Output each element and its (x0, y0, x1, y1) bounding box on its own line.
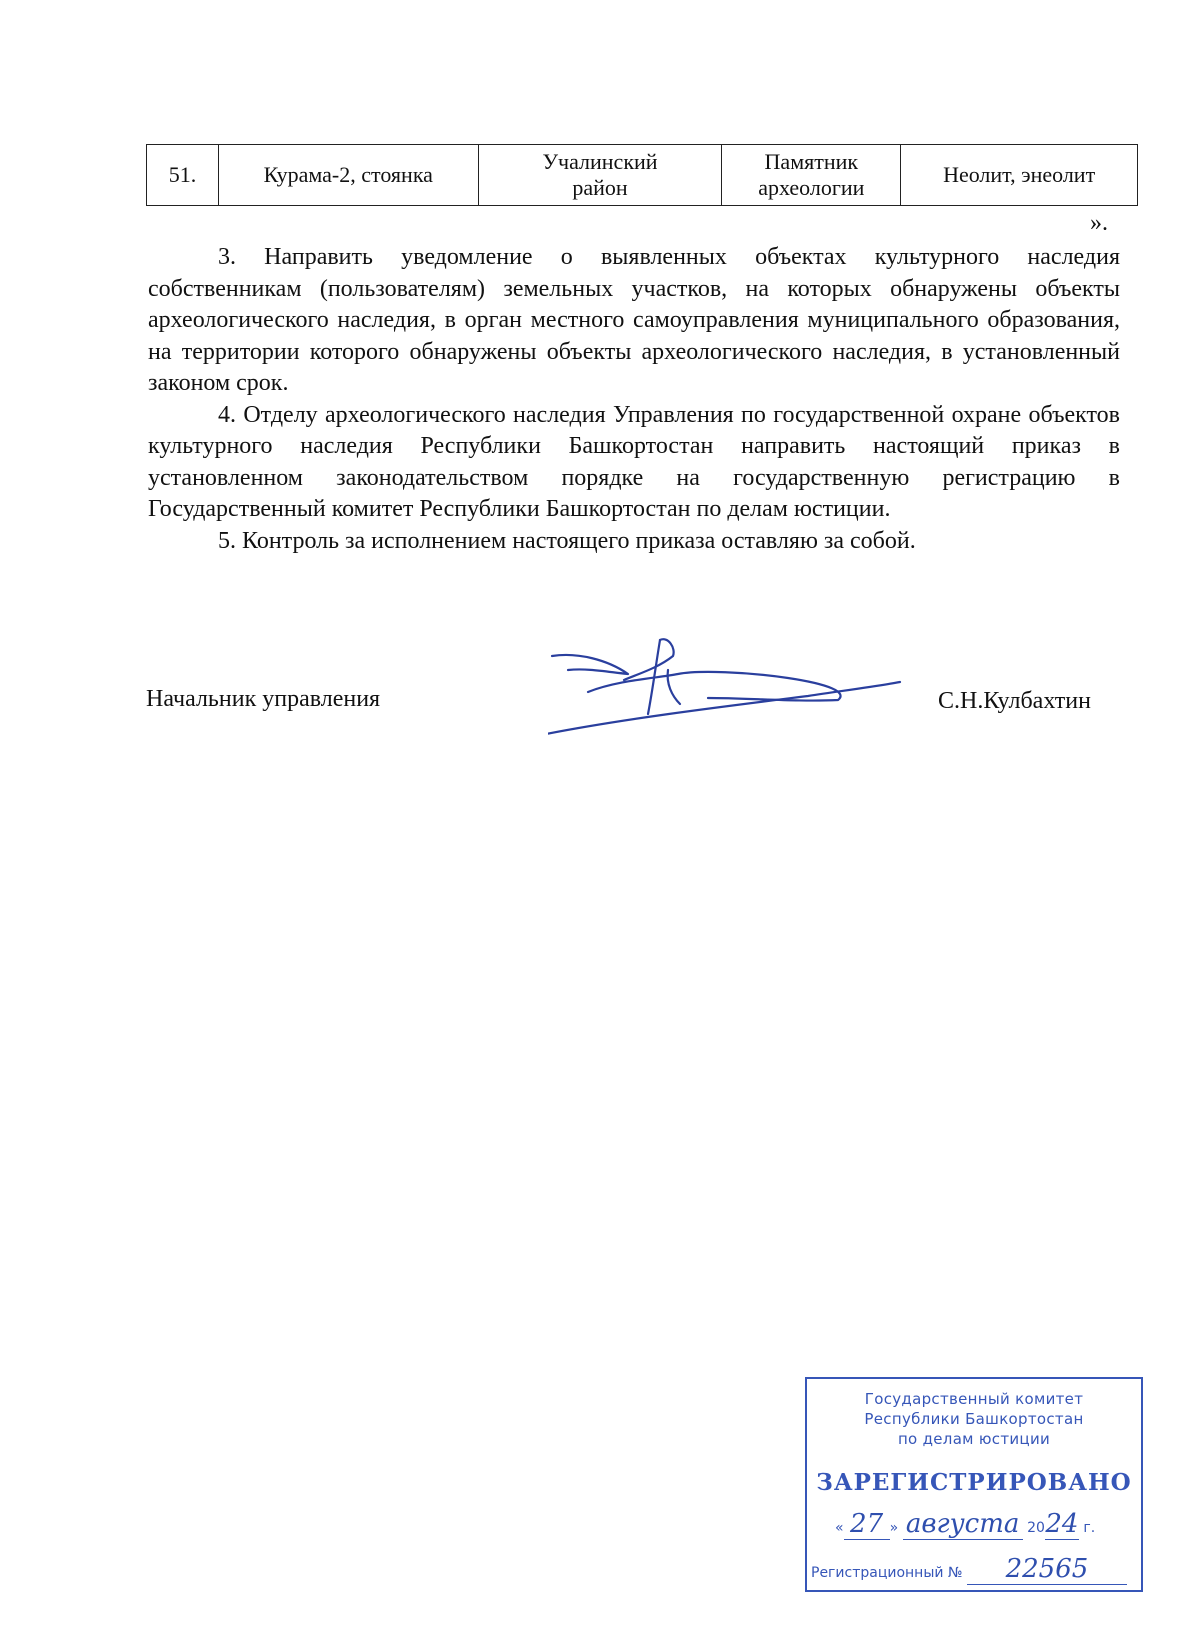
object-type-cell (722, 145, 901, 206)
stamp-registration-line (811, 1554, 1141, 1585)
row-number: 51. (147, 145, 219, 206)
stamp-month: августа (903, 1509, 1023, 1540)
stamp-date (835, 1509, 1135, 1540)
order-paragraphs (148, 242, 1120, 557)
stamp-year-prefix: 20 (1027, 1520, 1045, 1536)
stamp-org-line-1: Государственный комитет (864, 1390, 1084, 1408)
paragraph-4: 4. Отделу археологического наследия Управления по государственной охране объектов культурного наследия Республики Башкортостан направить настоящий приказ в установленном законодательством порядке на государственную регистрацию в Государственный комитет Республики Башкортостан по делам юстиции. (148, 401, 1120, 522)
type-line-2: археологии (758, 175, 865, 200)
object-name: Курама-2, стоянка (218, 145, 478, 206)
district-line-2: район (572, 175, 628, 200)
stamp-reg-number: 22565 (967, 1554, 1127, 1585)
closing-quote: ». (1090, 210, 1108, 236)
signatory-name: С.Н.Кулбахтин (938, 688, 1091, 714)
registration-stamp (805, 1377, 1143, 1592)
table-row (147, 145, 1138, 206)
district-line-1: Учалинский (542, 149, 658, 174)
monuments-table (146, 144, 1138, 206)
period-cell: Неолит, энеолит (901, 145, 1138, 206)
stamp-registered: ЗАРЕГИСТРИРОВАНО (816, 1469, 1132, 1496)
district-cell (478, 145, 722, 206)
type-line-1: Памятник (764, 149, 859, 174)
signatory-title: Начальник управления (146, 686, 381, 712)
stamp-quote-open: « (835, 1520, 844, 1536)
stamp-reg-label: Регистрационный № (811, 1565, 963, 1581)
stamp-organization (807, 1389, 1141, 1449)
stamp-quote-close: » (889, 1520, 899, 1536)
stamp-org-line-2: Республики Башкортостан (864, 1410, 1084, 1428)
stamp-year-unit: г. (1083, 1520, 1096, 1536)
handwritten-signature (548, 634, 908, 744)
stamp-day: 27 (844, 1509, 890, 1540)
stamp-org-line-3: по делам юстиции (897, 1430, 1051, 1448)
stamp-year-suffix: 24 (1045, 1509, 1079, 1539)
paragraph-3: 3. Направить уведомление о выявленных объектах культурного наследия собственникам (пользователям) земельных участков, на которых обнаружены объекты археологического наследия, в орган местного самоуправления муниципального образования, на территории которого обнаружены объекты археологического наследия, в установленный законом срок. (148, 244, 1120, 396)
paragraph-5: 5. Контроль за исполнением настоящего приказа оставляю за собой. (218, 527, 916, 554)
